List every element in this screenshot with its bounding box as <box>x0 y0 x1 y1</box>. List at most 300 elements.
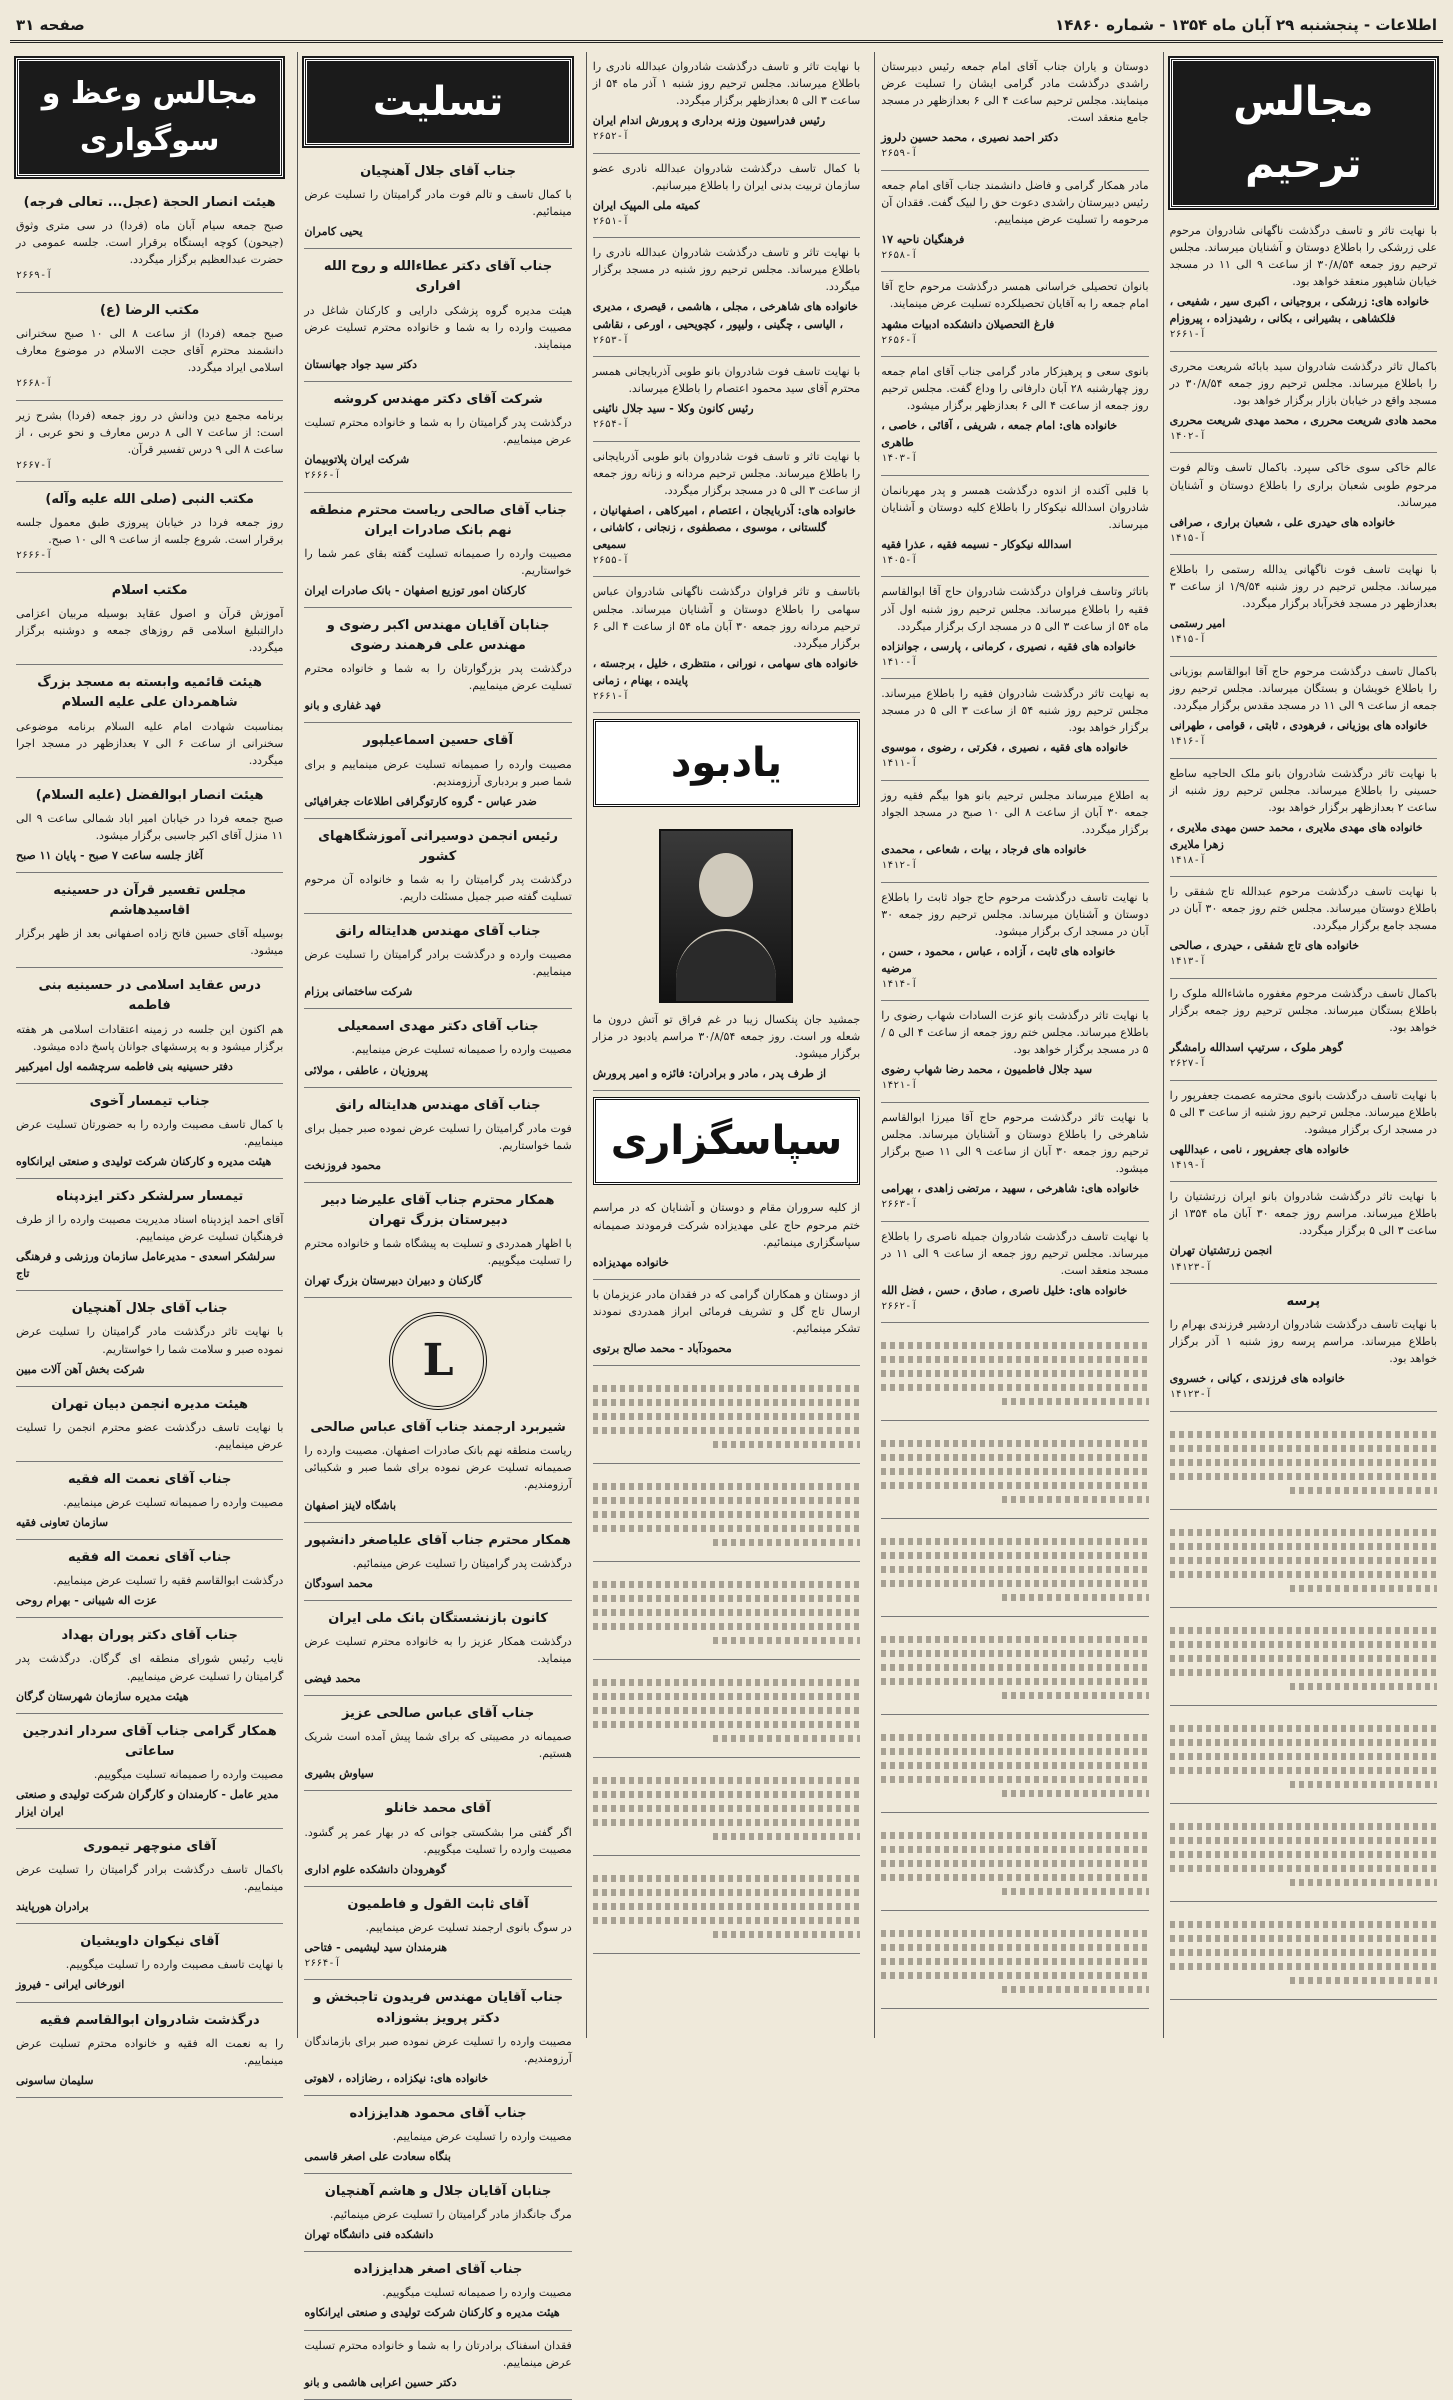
column-obituaries-3 <box>586 52 866 2038</box>
notice-signature: خانواده های: امام جمعه ، شریفی ، آقائی ، خاصی ، طاهری <box>881 419 1118 450</box>
notice <box>16 665 283 777</box>
notice-signature: دانشکده فنی دانشگاه تهران <box>304 2228 434 2242</box>
newspaper-page <box>10 10 1443 2389</box>
notice-title: هیئت انصار الحجة (عجل... تعالی فرجه) <box>23 195 276 210</box>
notice-body: درگذشت پدر گرامیتان را به شما و خانواده محترم تسلیت عرض مینماییم. <box>304 415 572 446</box>
notice-title: هیئت انصار ابوالفضل (علیه السلام) <box>35 787 264 803</box>
filler-text-block <box>1170 1712 1437 1804</box>
notice-body: درگذشت ابوالقاسم فقیه را تسلیت عرض مینماییم. <box>53 1574 284 1588</box>
notice-code: آ-۱۴۱۴ <box>881 978 918 990</box>
notice-body: با کمال تاسف مصیبت وارده را به حضورتان تسلیت عرض مینماییم. <box>15 1117 284 1148</box>
notice <box>16 1924 283 2002</box>
notice-signature: مدیر عامل - کارمندان و کارگران شرکت تولیدی و صنعتی ایران ایزار <box>15 1787 279 1818</box>
notice <box>881 1222 1148 1324</box>
notice-body: اگر گفتی مرا بشکستی جوانی که در بهار عمر پر گشود. مصیبت وارده را تسلیت میگوییم. <box>304 1825 572 1856</box>
notice-signature: فهد غفاری و بانو <box>304 699 382 713</box>
notice-code: آ-۲۶۵۹ <box>881 148 918 160</box>
notice <box>16 1829 283 1924</box>
notice-body: باکمال تاسف درگذشت مرحوم حاج آقا ابوالقاسم بوزیانی را باطلاع خویشان و بستگان میرساند. مجلس ترحیم روز جمعه از ساعت ۹ الی ۱۱ در مسجد مقدس برگزار میگردد. <box>1169 664 1437 712</box>
notice-body: با نهایت تاثر درگذشت شادروان بانو ایران زرتشتیان را باطلاع میرساند. مراسم روز جمعه ۳۰ آبان ماه ۱۳۵۴ از ساعت ۳ الی ۵ برگزار میگردد. <box>1169 1190 1437 1238</box>
notice-signature: دکتر احمد نصیری ، محمد حسین دلروز <box>881 131 1059 145</box>
section-banner: مجالس وعظ و سوگواری <box>16 58 283 177</box>
column-obituaries-2 <box>874 52 1154 2038</box>
masthead: اطلاعات - پنجشنبه ۲۹ آبان ماه ۱۳۵۴ - شماره ۱۴۸۶۰ <box>1055 16 1437 34</box>
notice-signature: آغاز جلسه ساعت ۷ صبح - پایان ۱۱ صبح <box>15 848 203 862</box>
filler-text-block <box>881 1525 1148 1617</box>
filler-text-block <box>881 1721 1148 1813</box>
notice-signature: خانواده های: نیکزاده ، رضازاده ، لاهوتی <box>304 2071 489 2085</box>
notice-title: جناب آقای مهندس هدایتاله رانق <box>335 924 541 940</box>
notice <box>16 1179 283 1291</box>
notice <box>593 154 860 239</box>
notice-signature: کارکنان امور توزیع اصفهان - بانک صادرات ایران <box>304 583 526 597</box>
notice-body: صمیمانه در مصیبتی که برای شما پیش آمده است شریک هستیم. <box>304 1730 572 1761</box>
notice-title: جناب آقای جلال آهنچیان <box>71 1301 228 1317</box>
notice <box>593 357 860 442</box>
notice-signature: سیاوش بشیری <box>304 1767 374 1781</box>
notice-title: شرکت آقای دکتر مهندس کروشه <box>333 391 543 407</box>
notice-signature: رئیس فدراسیون وزنه برداری و پرورش اندام ایران <box>592 114 826 128</box>
notice-title: جناب آقای دکتر پوران بهداد <box>61 1628 238 1644</box>
filler-text-block <box>881 1427 1148 1519</box>
notice <box>304 1887 571 1981</box>
notice-body: نایب رئیس شورای منطقه ای گرگان. درگذشت پدر گرامیتان را تسلیت عرض مینماییم. <box>15 1652 284 1683</box>
notice-code: آ-۲۶۵۶ <box>881 334 918 346</box>
notice <box>16 1618 283 1713</box>
notice-code: آ-۲۶۵۱ <box>592 215 629 227</box>
notice <box>16 573 283 665</box>
notice-code: آ-۱۴۱۸ <box>1169 854 1206 866</box>
notice-code: آ-۲۶۵۴ <box>592 419 629 431</box>
notice-body: با نهایت تاثر و تاسف درگذشت شادروان عبدالله نادری را باطلاع میرساند. مجلس ترحیم روز شنبه ۱ آذر ماه ۵۴ از ساعت ۳ الی ۵ بعدازظهر برگزار میگردد. <box>592 60 861 108</box>
notice-body: با نهایت تاسف درگذشت شادروان اردشیر فرزندی بهرام را باطلاع میرساند. مراسم پرسه روز شنبه ۱ آذر برگزار خواهد بود. <box>1169 1318 1437 1366</box>
notice-signature: گارکنان و دبیران دبیرستان بزرگ تهران <box>304 1274 483 1288</box>
notice-body: مصیبت وارده را صمیمانه تسلیت عرض مینماییم و برای شما صبر و بردباری آرزومندیم. <box>304 757 572 788</box>
notice-body: آموزش قرآن و اصول عقاید بوسیله مربیان اعزامی دارالتبلیغ اسلامی قم روزهای جمعه و دوشنبه برگزار میگردد. <box>15 607 284 655</box>
filler-text-block <box>881 1623 1148 1715</box>
notice-signature: انورخانی ایرانی - فیروز <box>15 1978 125 1992</box>
notice-body: آقای احمد ایزدپناه اسناد مدیریت مصیبت وارده را از طرف فرهنگیان تسلیت عرض مینماییم. <box>15 1213 284 1244</box>
notice-title: هیئت مدیره انجمن دبیان تهران <box>51 1396 249 1412</box>
notice-code: آ-۲۶۶۹ <box>15 270 53 282</box>
notice-code: آ-۲۶۵۲ <box>592 131 629 143</box>
filler-text-block <box>881 1819 1148 1911</box>
filler-text-block <box>1170 1418 1437 1510</box>
page-header <box>10 10 1443 43</box>
notice <box>304 1523 571 1601</box>
notice-signature: شرکت بخش آهن آلات مبین <box>15 1362 145 1376</box>
notice-signature: خانواده های سهامی ، نورانی ، منتظری ، خلیل ، برجسته ، پاینده ، بهنام ، زمانی <box>592 656 859 687</box>
notice-code: آ-۱۴۱۵ <box>1169 532 1206 544</box>
notice <box>881 883 1148 1002</box>
notice-body: با نهایت تاثر درگذشت بانو عزت السادات شهاب رضوی را باطلاع میرساند. مجلس ختم روز جمعه از ساعت ۴ الی ۵ / ۵ در مسجد برگزار خواهد بود. <box>881 1009 1149 1057</box>
notice-body: درگذشت همکار عزیز را به خانواده محترم تسلیت عرض مینماید. <box>304 1634 572 1665</box>
notice-signature: امیر رستمی <box>1169 617 1226 631</box>
notice <box>593 1193 860 1279</box>
notice <box>1170 555 1437 657</box>
notice-signature: خانواده های: شاهرخی ، سهید ، مرتضی زاهدی ، بهرامی <box>881 1182 1140 1196</box>
notice-signature: فارغ التحصیلان دانشکده ادبیات مشهد <box>881 317 1055 331</box>
notice-signature: گوهرودان دانشکده علوم اداری <box>304 1862 447 1876</box>
notice-body: مصیبت وارده را صمیمانه تسلیت عرض مینماییم. <box>63 1495 284 1509</box>
column-obituaries <box>1163 52 1443 2038</box>
notice-title: همکار گرامی جناب آقای سردار اندرجین ساعاتی <box>22 1723 277 1759</box>
notice-title: جناب آقای دکتر عطاءالله و روح الله افراری <box>323 259 553 295</box>
notice-title: آقای محمد خانلو <box>385 1801 491 1817</box>
section-banner: مجالس ترحیم <box>1170 58 1437 208</box>
notice-title: شیربرد ارجمند جناب آقای عباس صالحی <box>310 1420 566 1436</box>
notice-body: در سوگ بانوی ارجمند تسلیت عرض مینماییم. <box>365 1920 572 1934</box>
notice-body: هیئت مدیره گروه پزشکی دارایی و کارکنان شاغل در مصیبت وارده را به شما و خانواده محترم تسلیت عرض مینمایند. <box>304 303 572 351</box>
notice-signature: خانواده های تاج شفقی ، حیدری ، صالحی <box>1169 939 1360 953</box>
notice-body: ریاست منطقه نهم بانک صادرات اصفهان. مصیبت وارده را صمیمانه تسلیت عرض نموده برای شما صبر و شکیبائی آرزومندیم. <box>304 1444 572 1492</box>
notice <box>593 1280 860 1366</box>
notice-signature: خانواده های جعفرپور ، نامی ، عبداللهی <box>1169 1142 1350 1156</box>
notice-signature: خانواده های فرزندی ، کیانی ، خسروی <box>1169 1372 1345 1386</box>
notice-title: مکتب النبی (صلی الله علیه وآله) <box>45 492 254 508</box>
notice-signature: سلیمان ساسونی <box>15 2073 94 2087</box>
filler-text-block <box>1170 1810 1437 1902</box>
notice-code: آ-۱۴۱۹ <box>1169 1159 1206 1171</box>
notice-body: درگذشت پدر گرامیتان را تسلیت عرض مینمائیم. <box>352 1556 572 1570</box>
section-banner: تسلیت <box>304 58 571 146</box>
notice <box>304 2174 571 2252</box>
notice-signature: عزت اله شیبانی - بهرام روحی <box>15 1594 158 1608</box>
filler-text-block <box>881 1329 1148 1421</box>
notice-code: آ-۱۴۱۳ <box>1169 956 1206 968</box>
notice <box>304 608 571 723</box>
notice-title: تیمسار سرلشکر دکتر ایزدپناه <box>56 1189 244 1204</box>
notice <box>16 1714 283 1829</box>
notice-signature: محمود فروزنخت <box>304 1158 382 1172</box>
notice <box>304 249 571 381</box>
notice <box>881 781 1148 883</box>
notice <box>304 2096 571 2174</box>
notice-body: مصیبت وارده را صمیمانه تسلیت میگوییم. <box>93 1767 284 1781</box>
notice-signature: دفتر حسینیه بنی فاطمه سرچشمه اول امیرکبیر <box>15 1059 233 1073</box>
notice-body: از دوستان و همکاران گرامی که در فقدان مادر عزیزمان با ارسال تاج گل و تشریف فرمائی ابراز همدردی نمودند تشکر مینمائیم. <box>592 1287 861 1335</box>
notice <box>881 171 1148 273</box>
notice <box>16 1540 283 1618</box>
notice-code: آ-۱۴۱۰ <box>881 656 918 668</box>
notice <box>16 2003 283 2098</box>
notice <box>304 493 571 608</box>
notice-title: جناب آقای عباس صالحی عزیز <box>341 1706 535 1722</box>
notice-signature: خانواده های: خلیل ناصری ، صادق ، حسن ، فضل الله <box>881 1283 1128 1297</box>
notice-signature: شرکت ساختمانی برزام <box>304 985 413 999</box>
memorial-photo <box>659 829 793 1003</box>
notice <box>304 723 571 818</box>
notice-body: با نهایت تاثر درگذشت شادروان بانو ملک الحاجیه ساطع حسینی را باطلاع میرساند. مجلس ترحیم روز شنبه از ساعت ۲ بعدازظهر برگزار خواهد بود. <box>1169 766 1437 814</box>
notice <box>1170 1081 1437 1183</box>
notice-body: مصیبت وارده را صمیمانه تسلیت عرض مینماییم. <box>351 1043 572 1057</box>
notice-body: با نهایت تاثر درگذشت مرحوم حاج آقا میرزا ابوالقاسم شاهرخی را باطلاع دوستان و آشنایان میرساند. مجلس ترحیم روز جمعه ۳۰ آبان از ساعت ۹ الی ۱۱ صبح برگزار میشود. <box>881 1110 1149 1176</box>
notice-title: آقای نیکوان داویشیان <box>80 1934 220 1950</box>
memorial-notice <box>593 815 860 1091</box>
notice-body: با نهایت تاسف درگذشت مرحوم عبدالله تاج شفقی را باطلاع دوستان میرساند. مجلس ختم روز جمعه ۳۰ آبان در مسجد جامع برگزار میگردد. <box>1169 885 1437 933</box>
notice <box>16 1084 283 1179</box>
notice-signature: باشگاه لاینز اصفهان <box>304 1498 397 1512</box>
notice-code: آ-۲۶۶۲ <box>881 1300 918 1312</box>
notice-signature: محمد هادی شریعت محرری ، محمد مهدی شریعت محرری <box>1169 413 1437 427</box>
notice <box>304 819 571 914</box>
notice <box>881 272 1148 357</box>
notice-code: آ-۱۴۰۲ <box>1169 430 1206 442</box>
notice-body: مصیبت وارده را تسلیت عرض مینماییم. <box>392 2129 572 2143</box>
notice <box>304 2252 571 2330</box>
notice-signature: یحیی کامران <box>304 225 363 239</box>
notice <box>1170 352 1437 454</box>
notice-signature: هیئت مدیره و کارکنان شرکت تولیدی و صنعتی ایرانکاوه <box>15 1154 272 1168</box>
notice-body: صبح جمعه سیام آبان ماه (فردا) در سی متری وثوق (جیحون) کوچه ایستگاه برقرار است. جلسه عمومی در حضرت عبدالعظیم برگزار میگردد. <box>15 219 284 267</box>
notice-body: باتاسف و تاثر فراوان درگذشت ناگهانی شادروان عباس سهامی را باطلاع دوستان و آشنایان میرساند. مجلس ترحیم مردانه روز جمعه ۳۰ آبان ماه ۵۴ از ساعت ۴ الی ۶ برگزار میگردد. <box>592 585 861 650</box>
notice-signature: هیئت مدیره سازمان شهرستان گرگان <box>15 1689 189 1703</box>
notice-code: آ-۱۴۱۱ <box>881 758 918 770</box>
notice-signature: ضدر عباس - گروه کارتوگرافی اطلاعات جغرافیائی <box>304 794 537 808</box>
notice <box>16 778 283 873</box>
notice-body: باکمال تاسف درگذشت برادر گرامیتان را تسلیت عرض مینماییم. <box>15 1863 284 1894</box>
notice <box>881 1103 1148 1222</box>
notice <box>16 482 283 573</box>
notice <box>304 2331 571 2400</box>
notice-title: آقای حسین اسماعیلپور <box>363 733 513 749</box>
notice-title: کانون بازنشستگان بانک ملی ایران <box>328 1610 548 1626</box>
notice <box>304 1183 571 1298</box>
notice-signature: خانواده های بوزیانی ، فرهودی ، ثابتی ، قوامی ، طهرانی <box>1169 718 1428 732</box>
notice <box>304 914 571 1009</box>
notice-body: با کمال تاسف درگذشت شادروان عبدالله نادری عضو سازمان تربیت بدنی ایران را باطلاع میرسانیم. <box>592 161 861 192</box>
notice-signature: پیروزیان ، عاطفی ، مولائی <box>304 1063 428 1077</box>
notice-signature: خانواده های: آذربایجان ، اعتصام ، امیرکاهی ، اصفهانیان ، گلستانی ، موسوی ، مصطفوی ، زنجانی ، کاشانی ، سمیعی <box>592 503 856 551</box>
filler-text-block <box>1170 1614 1437 1706</box>
notice-code: آ-۱۴۰۵ <box>881 554 918 566</box>
notice-code: آ-۲۶۶۱ <box>1169 329 1206 341</box>
filler-text-block <box>593 1764 860 1856</box>
notice-body: بوسیله آقای حسین فاتح زاده اصفهانی بعد از ظهر برگزار میشود. <box>15 927 284 958</box>
notice-body: هم اکنون این جلسه در زمینه اعتقادات اسلامی هر هفته برگزار میشود و به پرسشهای جوانان پاسخ داده میشود. <box>15 1022 284 1053</box>
notice <box>1170 453 1437 555</box>
notice-body: با نهایت تاسف مصیبت وارده را تسلیت میگوییم. <box>65 1958 284 1972</box>
notice-signature: رئیس کانون وکلا - سید جلال نائینی <box>592 402 754 416</box>
notice-body: با اظهار همدردی و تسلیت به پیشگاه شما و خانواده محترم را تسلیت میگوییم. <box>304 1237 572 1268</box>
lions-club-emblem: L <box>389 1312 487 1410</box>
notice-signature: سید جلال فاطمیون ، محمد رضا شهاب رضوی <box>881 1063 1093 1077</box>
notice-title: درگذشت شادروان ابوالقاسم فقیه <box>39 2012 260 2028</box>
notice-body: از کلیه سروران مقام و دوستان و آشنایان که در مراسم ختم مرحوم حاج علی مهدیزاده شرکت فرمودند صمیمانه سپاسگزاری مینمائیم. <box>592 1201 861 1249</box>
notice-body: با نهایت تاسف درگذشت عضو محترم انجمن را تسلیت عرض مینماییم. <box>15 1420 284 1451</box>
notice <box>881 357 1148 476</box>
notice-body: جمشید جان پنکسال زیبا در غم فراق تو آتش درون ما شعله ور است. روز جمعه ۳۰/۸/۵۴ مراسم یادبود در مزار برگزار میشود. <box>592 1013 861 1061</box>
notice-signature: خانواده های حیدری علی ، شعبان براری ، صرافی <box>1169 515 1396 529</box>
notice-body: درگذشت پدر بزرگوارتان را به شما و خانواده محترم تسلیت عرض مینماییم. <box>304 662 572 693</box>
notice-signature: سرلشکر اسعدی - مدیرعامل سازمان ورزشی و فرهنگی تاج <box>15 1250 276 1281</box>
notice-body: مصیبت وارده و درگذشت برادر گرامیتان را تسلیت عرض مینماییم. <box>304 948 572 979</box>
notice-title: همکار محترم جناب آقای علیرضا دبیر دبیرستان بزرگ تهران <box>321 1192 555 1228</box>
notice <box>593 52 860 154</box>
notice <box>593 238 860 357</box>
notice-code: آ-۱۴۱۶ <box>1169 736 1206 748</box>
notice-title: جناب آقای مهندس هدایتاله رانق <box>335 1097 541 1113</box>
notice-body: صبح جمعه (فردا) از ساعت ۸ الی ۱۰ صبح سخنرانی دانشمند محترم آقای حجت الاسلام در موضوع معارف اسلامی ایراد میگردد. <box>15 326 284 375</box>
notice-body: عالم خاکی سوی خاکی سپرد. باکمال تاسف وتالم فوت مرحوم طوبی شعبان براری را باطلاع دوستان و آشنایان میرساند. <box>1169 461 1437 509</box>
notice-code: آ-۲۶۵۳ <box>592 334 629 346</box>
notice-title: مکتب اسلام <box>111 582 188 598</box>
notice-signature: سازمان تعاونی فقیه <box>15 1516 109 1530</box>
notice <box>881 476 1148 578</box>
notice-body: بانوان تحصیلی خراسانی همسر درگذشت مرحوم حاج آقا امام جمعه را به آقایان تحصیلکرده تسلیت عرض مینمایند. <box>881 280 1149 311</box>
notice-signature: گوهر ملوک ، سرتیپ اسدالله رامشگر <box>1169 1041 1343 1055</box>
notice-code: آ-۱۴۰۳ <box>881 453 918 465</box>
notice <box>304 382 571 493</box>
columns <box>10 52 1443 2389</box>
notice-code: آ-۲۶۶۶ <box>304 470 341 482</box>
notice-signature: محمودآباد - محمد صالح برتوی <box>592 1341 732 1355</box>
notice-signature: خانواده های: زرشکی ، بروجیانی ، اکبری سیر ، شفیعی ، فلکشاهی ، بشیرانی ، بکانی ، رشیدزاده ، پیروزام <box>1169 295 1430 326</box>
notice <box>304 1088 571 1183</box>
notice-body: به نهایت تاثر درگذشت شادروان فقیه را باطلاع میرساند. مجلس ترحیم روز شنبه ۵۴ از ساعت ۳ الی ۵ در مسجد برگزار خواهد بود. <box>881 687 1149 735</box>
notice-body: دوستان و یاران جناب آقای امام جمعه رئیس دبیرستان راشدی درگذشت مادر گرامی ایشان را تسلیت عرض مینمایند. مجلس ترحیم ساعت ۴ الی ۶ بعدازظهر در مسجد جامع منعقد است. <box>881 60 1149 125</box>
notice-code: آ-۲۶۶۸ <box>15 378 53 390</box>
notice-title: پرسه <box>1286 1294 1321 1310</box>
notice-signature: محمد اسودگان <box>304 1576 373 1590</box>
notice-signature: اسدالله نیکوکار - نسیمه فقیه ، عذرا فقیه <box>881 537 1072 551</box>
notice <box>16 1387 283 1462</box>
notice <box>881 52 1148 171</box>
notice-body: با نهایت تاسف درگذشت شادروان جمیله ناصری را باطلاع میرساند. مجلس ترحیم روز جمعه از ساعت ۹ الی ۱۱ در مسجد منعقد است. <box>881 1229 1149 1277</box>
notice-body: بمناسبت شهادت امام علیه السلام برنامه موضوعی سخنرانی از ساعت ۶ الی ۷ بعدازظهر در مسجد اجرا میگردد. <box>15 719 284 767</box>
notice-body: باکمال تاثر درگذشت شادروان سید بابائه شریعت محرری را باطلاع میرساند. مجلس ترحیم روز جمعه ۳۰/۸/۵۴ در مسجد واقع در خیابان بازار برگزار خواهد بود. <box>1169 359 1437 407</box>
notice-code: آ-۱۴۱۲ <box>881 860 918 872</box>
notice-title: همکار محترم جناب آقای علیاصغر دانشپور <box>305 1532 571 1548</box>
notice-body: با نهایت تاسف فوت شادروان بانو طوبی آذربایجانی همسر محترم آقای سید محمود اعتصام را باطلاع میرساند. <box>592 365 861 396</box>
notice-body: با قلبی آکنده از اندوه درگذشت همسر و پدر مهربانمان شادروان اسدالله نیکوکار را باطلاع کلیه دوستان و آشنایان میرساند. <box>881 483 1149 531</box>
notice-signature: محمد فیضی <box>304 1672 361 1686</box>
notice-code: آ-۲۶۶۷ <box>15 459 53 471</box>
notice <box>881 679 1148 781</box>
notice <box>1170 979 1437 1081</box>
notice-code: آ-۲۶۵۵ <box>592 554 629 566</box>
notice-body: فوت مادر گرامیتان را تسلیت عرض نموده صبر جمیل برای شما خواستاریم. <box>304 1121 572 1152</box>
notice-title: جناب آقای صالحی ریاست محترم منطقه نهم بانک صادرات ایران <box>309 502 567 538</box>
notice <box>304 1298 571 1522</box>
notice-title: جنابان آقایان مهندس اکبر رضوی و مهندس علی فرهمند رضوی <box>326 617 550 654</box>
filler-text-block <box>593 1666 860 1758</box>
notice-title: رئیس انجمن دوسیرانی آموزشگاههای کشور <box>318 828 559 864</box>
column-condolences <box>297 52 577 2389</box>
notice-title: جناب آقای محمود هدایززاده <box>349 2105 527 2121</box>
notice-title: جناب آقای جلال آهنچیان <box>360 164 517 179</box>
notice-signature: کمیته ملی المپیک ایران <box>592 198 700 212</box>
notice-signature: برادران هورپایند <box>15 1900 89 1914</box>
notice-title: هیئت قائمیه وابسته به مسجد بزرگ شاهمردان علی علیه السلام <box>37 675 263 711</box>
notice-code: آ-۲۶۵۸ <box>881 249 918 261</box>
notice <box>16 1462 283 1540</box>
notice-body: با نهایت تاسف درگذشت مرحوم حاج جواد ثابت را باطلاع دوستان و آشنایان میرساند. مجلس ترحیم روز جمعه ۳۰ آبان در مسجد ارک برگزار میشود. <box>881 890 1149 938</box>
notice-title: جناب آقای نعمت اله فقیه <box>67 1471 232 1487</box>
notice <box>16 293 283 401</box>
notice-body: صبح جمعه فردا در خیابان امیر اباد شمالی ساعت ۹ الی ۱۱ منزل آقای اکبر جاسبی برگزار میشود. <box>15 811 284 842</box>
notice-signature: بنگاه سعادت علی اصغر قاسمی <box>304 2150 451 2163</box>
notice-signature: دکتر حسین اعرابی هاشمی و بانو <box>304 2375 457 2389</box>
notice <box>304 1601 571 1696</box>
notice-signature: فرهنگیان ناحیه ۱۷ <box>881 232 965 246</box>
notice-title: مجلس تفسیر قرآن در حسینیه اقاسیدهاشم <box>53 882 247 919</box>
notice-title: آقای ثابت القول و فاطمیون <box>347 1896 529 1912</box>
notice-body: به اطلاع میرساند مجلس ترحیم بانو هوا بیگم فقیه روز جمعه ۳۰ آبان از ساعت ۸ الی ۱۰ صبح در مسجد الجواد برگزار میگردد. <box>881 788 1149 836</box>
notice-body: با نهایت تاثر و تاسف درگذشت ناگهانی شادروان مرحوم علی زرشکی را باطلاع دوستان و آشنایان میرساند. مجلس ترحیم روز جمعه ۳۰/۸/۵۴ از ساعت ۹ الی ۱۱ در مسجد خیابان شاهپور منعقد خواهد بود. <box>1169 224 1437 289</box>
notice-code: آ-۱۴۱۲۳ <box>1169 1389 1212 1401</box>
notice-code: آ-۲۶۶۶ <box>15 550 53 562</box>
notice <box>1170 1284 1437 1412</box>
notice-code: آ-۱۴۱۲۳ <box>1169 1261 1212 1273</box>
notice-signature: خانواده های فرجاد ، بیات ، شعاعی ، محمدی <box>881 843 1087 856</box>
notice-body: باتاثر وتاسف فراوان درگذشت شادروان حاج آقا ابوالقاسم فقیه را باطلاع میرساند. مجلس ترحیم روز شنبه اول آذر ماه ۵۴ از ساعت ۳ الی ۵ در مسجد ارک برگزار میگردد. <box>881 585 1149 633</box>
notice <box>16 1291 283 1386</box>
notice <box>1170 657 1437 759</box>
notice-body: درگذشت پدر گرامیتان را به شما و خانواده آن مرحوم تسلیت گفته صبر جمیل مسئلت داریم. <box>304 872 572 903</box>
notice-code: آ-۲۶۲۷ <box>1169 1058 1206 1070</box>
notice-title: جناب آقای دکتر مهدی اسمعیلی <box>337 1019 539 1035</box>
notice <box>304 1696 571 1791</box>
notice-signature: از طرف پدر ، مادر و برادران: فائزه و امیر پرورش <box>592 1067 827 1081</box>
notice <box>16 968 283 1083</box>
notice <box>1170 759 1437 878</box>
notice-body: روز جمعه فردا در خیابان پیروزی طبق معمول جلسه برقرار است. شروع جلسه از ساعت ۹ الی ۱۰ صبح. <box>15 516 284 547</box>
notice <box>16 401 283 483</box>
notice <box>881 1001 1148 1103</box>
notice <box>1170 216 1437 352</box>
notice-title: جناب آقایان مهندس فریدون تاجبخش و دکتر پرویز بشوزاده <box>313 1990 563 2026</box>
notice-title: جنابان آقایان جلال و هاشم آهنچیان <box>324 2184 552 2200</box>
notice-code: آ-۱۴۲۱ <box>881 1080 918 1092</box>
notice-body: فقدان اسفناک برادرتان را به شما و خانواده محترم تسلیت عرض مینماییم. <box>304 2338 572 2369</box>
notice-body: با نهایت تاثر درگذشت مادر گرامیتان را تسلیت عرض نموده صبر و سلامت شما را خواستاریم. <box>15 1325 284 1356</box>
appreciation-banner: سپاسگزاری <box>593 1097 860 1185</box>
notice-body: مصیبت وارده را صمیمانه تسلیت میگوییم. <box>382 2286 572 2300</box>
notice-code: آ-۲۶۶۱ <box>592 690 629 702</box>
notice-signature: خانواده های مهدی ملایری ، محمد حسن مهدی ملایری ، زهرا ملایری <box>1169 820 1423 851</box>
notice <box>16 873 283 968</box>
notice-signature: خانواده های شاهرخی ، مجلی ، هاشمی ، قیصری ، مدیری ، الیاسی ، چگینی ، ولیپور ، کچویحیی ، اورعی ، نقاشی <box>592 300 858 331</box>
notice-title: آقای منوچهر تیموری <box>83 1839 217 1855</box>
filler-text-block <box>593 1372 860 1464</box>
notice-signature: هنرمندان سید لیشیمی - فتاحی <box>304 1940 448 1954</box>
notice-title: جناب آقای نعمت اله فقیه <box>67 1550 232 1566</box>
notice-body: مصیبت وارده را صمیمانه تسلیت گفته بقای عمر شما را خواستاریم. <box>304 546 572 577</box>
notice-signature: خانواده مهدیزاده <box>592 1255 669 1269</box>
notice <box>304 1791 571 1886</box>
notice-body: با نهایت تاثر و تاسف فوت شادروان بانو طوبی آذربایجانی را باطلاع میرساند. مجلس ترحیم مردانه و زنانه روز جمعه از ساعت ۳ الی ۵ در مسجد برگزار میگردد. <box>592 449 861 497</box>
filler-text-block <box>881 1917 1148 2009</box>
filler-text-block <box>593 1470 860 1562</box>
notice-body: با نهایت تاسف درگذشت بانوی محترمه عصمت جعفرپور را باطلاع میرساند. مجلس ترحیم روز شنبه از ساعت ۳ الی ۵ در مسجد ارک برگزار میشود. <box>1169 1088 1437 1136</box>
notice-title: مکتب الرضا (ع) <box>99 302 200 318</box>
notice <box>593 577 860 713</box>
notice-signature: شرکت ایران پلاتوبیمان <box>304 452 410 466</box>
notice-signature: هیئت مدیره و کارکنان شرکت تولیدی و صنعتی ایرانکاوه <box>304 2306 560 2320</box>
notice <box>881 577 1148 679</box>
notice-code: آ-۲۶۶۳ <box>881 1199 918 1211</box>
notice-body: با کمال تاسف و تالم فوت مادر گرامیتان را تسلیت عرض مینمائیم. <box>304 188 572 219</box>
notice-title: جناب آقای اصغر هدایززاده <box>353 2262 523 2278</box>
notice-signature: انجمن زرتشتیان تهران <box>1169 1244 1273 1258</box>
notice <box>16 185 283 293</box>
notice <box>593 442 860 578</box>
notice-body: برنامه مجمع دین ودانش در روز جمعه (فردا) بشرح زیر است: از ساعت ۷ الی ۸ درس معارف و نحو عربی ، از ساعت ۸ الی ۹ درس تفسیر قرآن. <box>15 408 284 456</box>
notice-signature: دکتر سید جواد جهانستان <box>304 357 417 371</box>
notice-body: مصیبت وارده را تسلیت عرض نموده صبر برای بازماندگان آرزومندیم. <box>304 2034 572 2065</box>
filler-text-block <box>593 1862 860 1954</box>
